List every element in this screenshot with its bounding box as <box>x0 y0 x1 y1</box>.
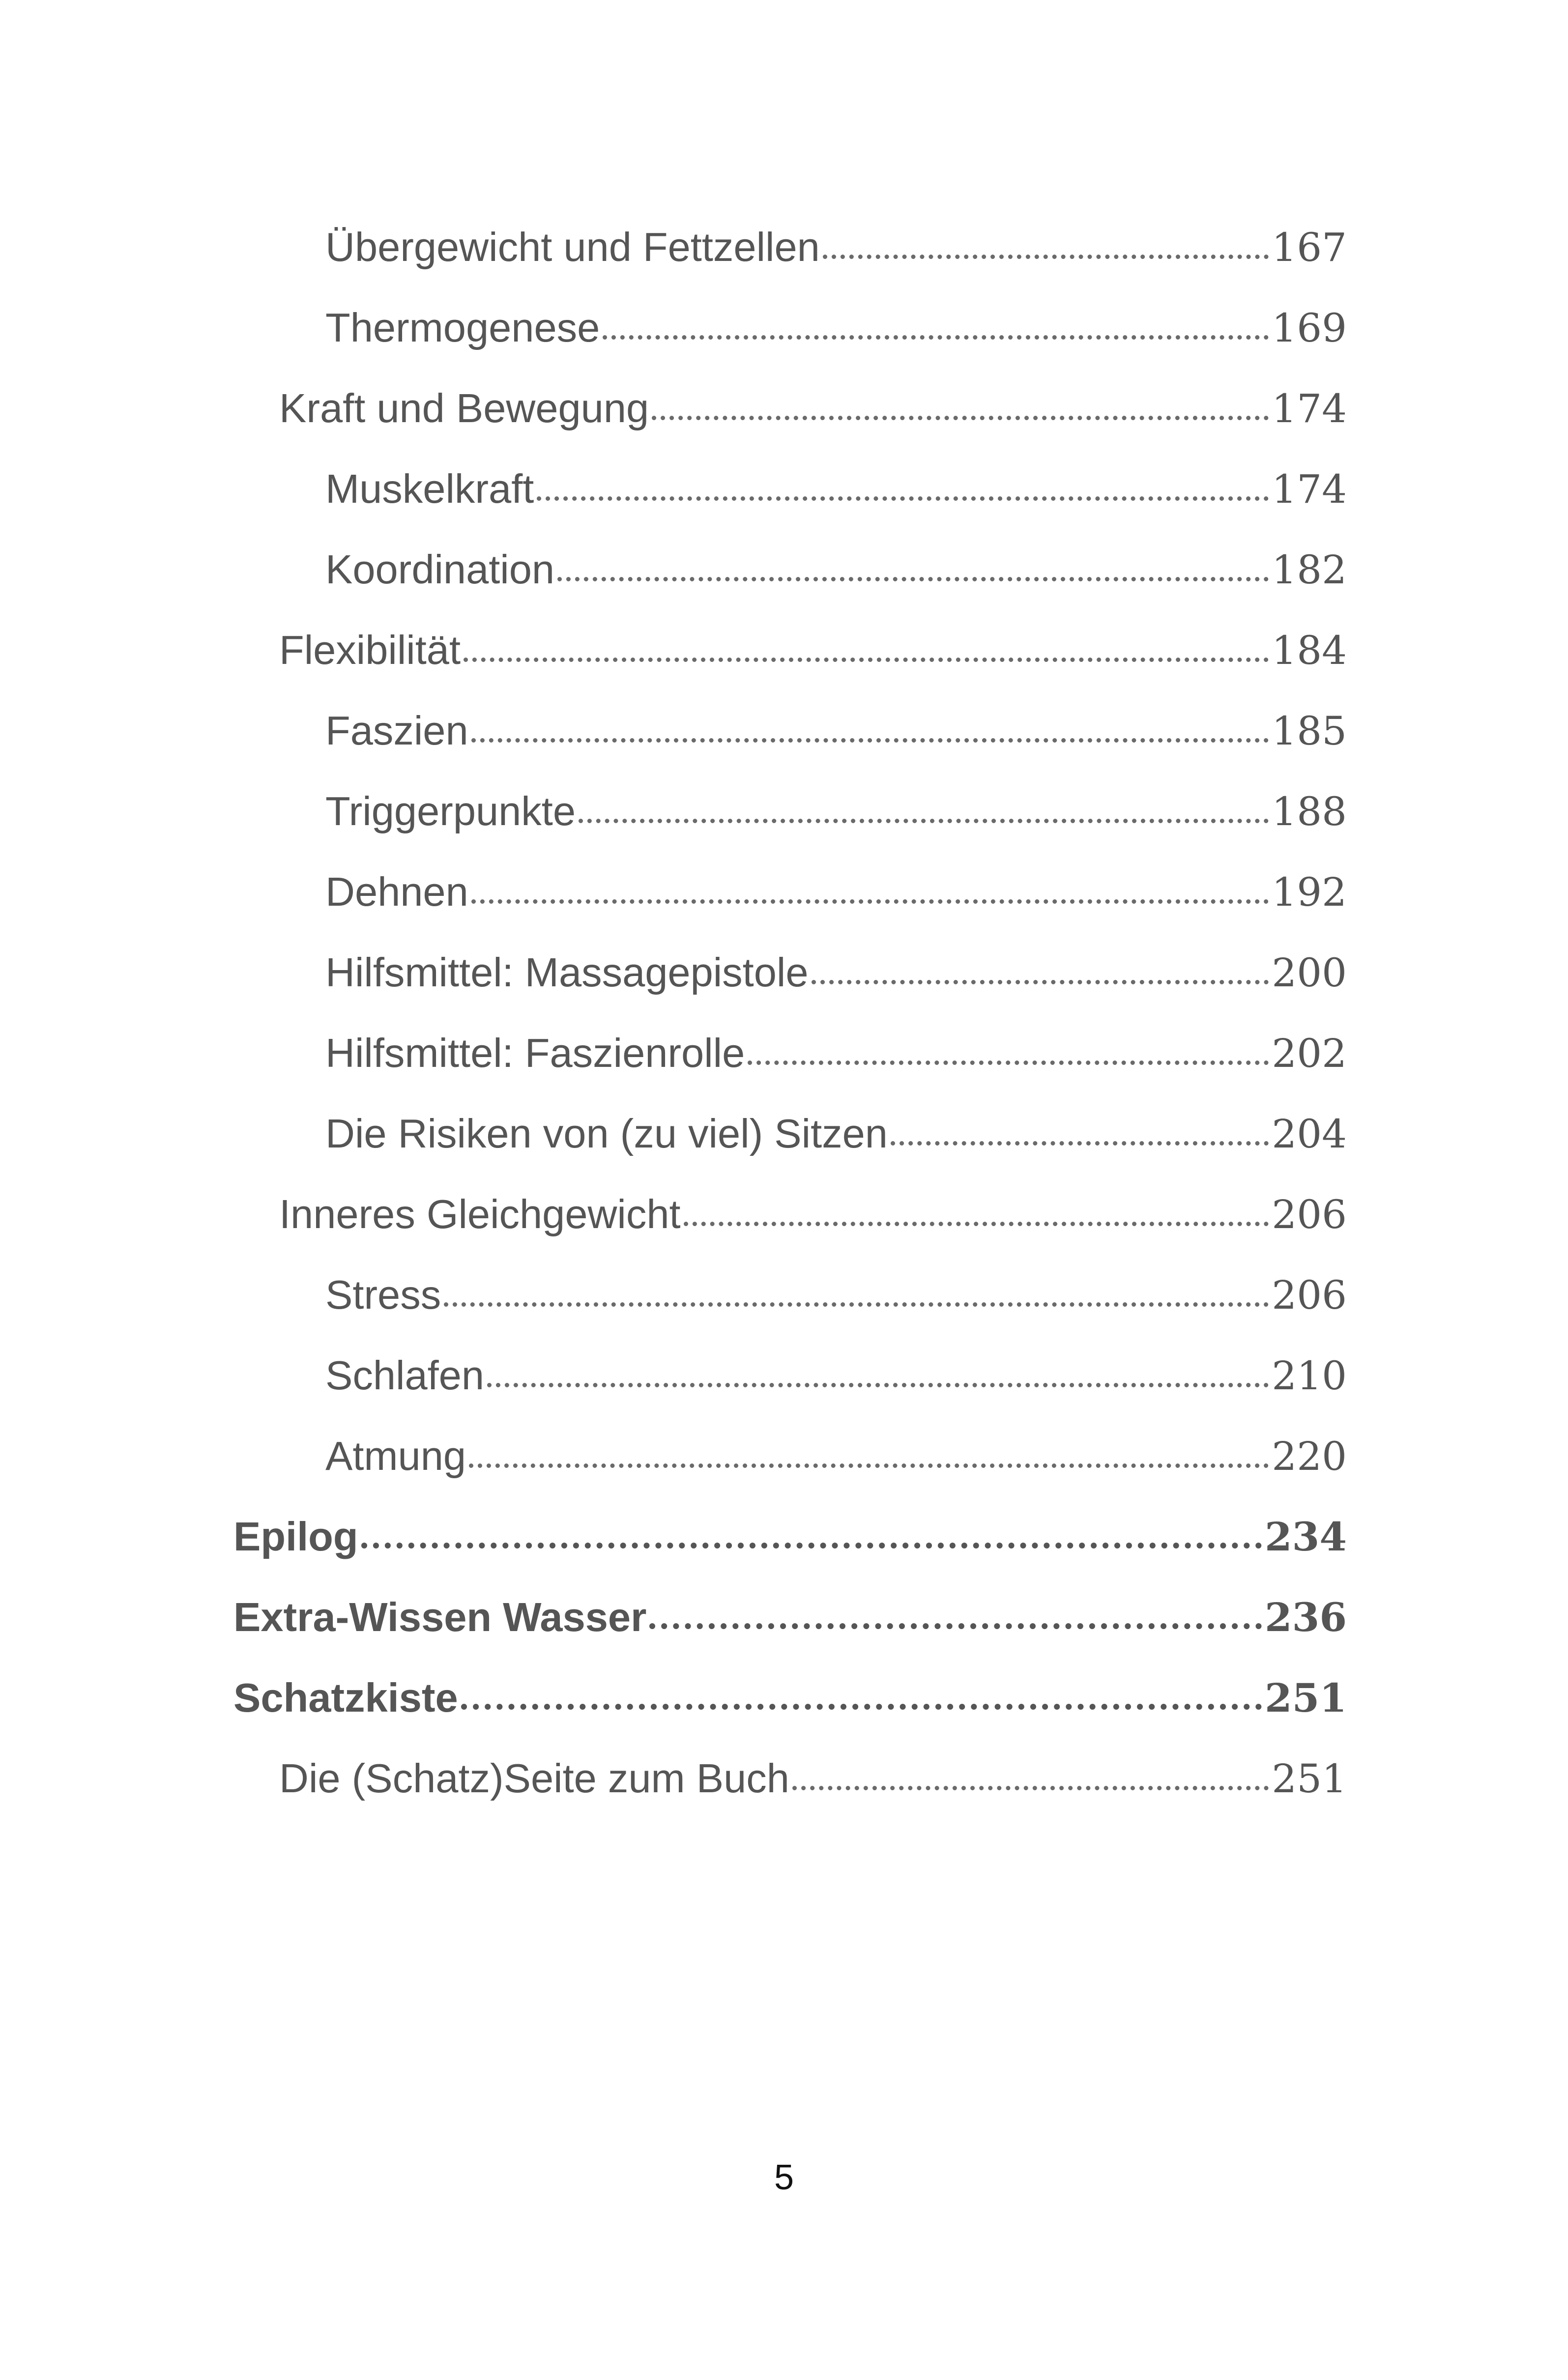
toc-entry-title: Dehnen <box>325 869 468 915</box>
dot-leader <box>812 980 1269 984</box>
dot-leader <box>684 1222 1269 1226</box>
toc-entry-title: Hilfsmittel: Faszienrolle <box>325 1030 745 1076</box>
toc-entry-title: Stress <box>325 1272 441 1318</box>
dot-leader <box>537 496 1269 501</box>
dot-leader <box>471 899 1269 904</box>
toc-chapter <box>233 1594 1347 1674</box>
toc-entry-title: Inneres Gleichgewicht <box>279 1191 681 1237</box>
toc-chapter-page: 234 <box>1265 1514 1347 1560</box>
toc-entry-title: Übergewicht und Fettzellen <box>325 224 820 270</box>
dot-leader <box>748 1061 1269 1065</box>
toc-entry <box>233 1191 1347 1271</box>
toc-entry-page: 200 <box>1272 950 1347 996</box>
toc-chapter <box>233 1674 1347 1755</box>
dot-leader <box>464 658 1269 662</box>
toc-entry-page: 206 <box>1272 1272 1347 1318</box>
toc-entry-title: Muskelkraft <box>325 466 534 512</box>
dot-leader <box>652 416 1269 420</box>
toc-entry <box>233 224 1347 304</box>
toc-entry <box>233 868 1347 949</box>
table-of-contents <box>233 224 1347 1835</box>
dot-leader <box>469 1463 1269 1468</box>
toc-entry <box>233 1110 1347 1191</box>
toc-entry <box>233 304 1347 385</box>
dot-leader <box>649 1623 1262 1629</box>
toc-chapter-page: 251 <box>1265 1675 1347 1721</box>
toc-entry <box>233 1352 1347 1433</box>
toc-entry-page: 169 <box>1272 305 1347 351</box>
toc-entry-page: 210 <box>1272 1353 1347 1399</box>
toc-entry <box>233 546 1347 627</box>
toc-entry-page: 174 <box>1272 466 1347 512</box>
toc-entry <box>233 1755 1347 1835</box>
dot-leader <box>823 255 1269 259</box>
toc-chapter-title: Schatzkiste <box>233 1675 458 1720</box>
dot-leader <box>361 1543 1262 1548</box>
dot-leader <box>891 1141 1269 1146</box>
toc-entry <box>233 465 1347 546</box>
toc-entry <box>233 707 1347 788</box>
toc-entry-page: 206 <box>1272 1192 1347 1237</box>
toc-entry-page: 202 <box>1272 1031 1347 1076</box>
toc-entry <box>233 949 1347 1030</box>
toc-entry-title: Die (Schatz)Seite zum Buch <box>279 1755 789 1801</box>
toc-entry <box>233 1271 1347 1352</box>
toc-entry-title: Flexibilität <box>279 627 461 673</box>
toc-entry-title: Hilfsmittel: Massagepistole <box>325 949 809 995</box>
toc-entry-title: Triggerpunkte <box>325 788 576 834</box>
toc-entry <box>233 627 1347 707</box>
toc-entry <box>233 385 1347 465</box>
dot-leader <box>557 577 1269 581</box>
toc-entry-page: 167 <box>1272 225 1347 270</box>
toc-entry-title: Kraft und Bewegung <box>279 385 649 431</box>
toc-entry-page: 220 <box>1272 1434 1347 1479</box>
toc-entry-page: 182 <box>1272 547 1347 593</box>
toc-entry <box>233 788 1347 868</box>
toc-entry-page: 188 <box>1272 789 1347 834</box>
toc-entry-title: Atmung <box>325 1433 466 1479</box>
toc-chapter-title: Epilog <box>233 1514 358 1559</box>
dot-leader <box>579 819 1269 823</box>
dot-leader <box>444 1302 1269 1307</box>
toc-entry <box>233 1433 1347 1513</box>
toc-chapter-title: Extra-Wissen Wasser <box>233 1594 647 1640</box>
dot-leader <box>461 1704 1262 1710</box>
toc-entry <box>233 1030 1347 1110</box>
toc-entry-title: Schlafen <box>325 1352 485 1398</box>
dot-leader <box>603 335 1269 340</box>
toc-entry-title: Faszien <box>325 708 468 753</box>
toc-chapter <box>233 1513 1347 1594</box>
toc-entry-page: 192 <box>1272 869 1347 915</box>
page-number: 5 <box>774 2158 794 2197</box>
dot-leader <box>487 1383 1269 1387</box>
toc-entry-title: Die Risiken von (zu viel) Sitzen <box>325 1111 888 1156</box>
toc-entry-page: 251 <box>1272 1756 1347 1802</box>
toc-entry-page: 204 <box>1272 1111 1347 1157</box>
toc-entry-title: Koordination <box>325 546 555 592</box>
toc-entry-page: 174 <box>1272 386 1347 431</box>
toc-entry-title: Thermogenese <box>325 305 600 350</box>
dot-leader <box>792 1786 1269 1790</box>
toc-entry-page: 185 <box>1272 708 1347 754</box>
toc-entry-page: 184 <box>1272 628 1347 673</box>
toc-chapter-page: 236 <box>1265 1594 1347 1640</box>
dot-leader <box>471 738 1269 743</box>
